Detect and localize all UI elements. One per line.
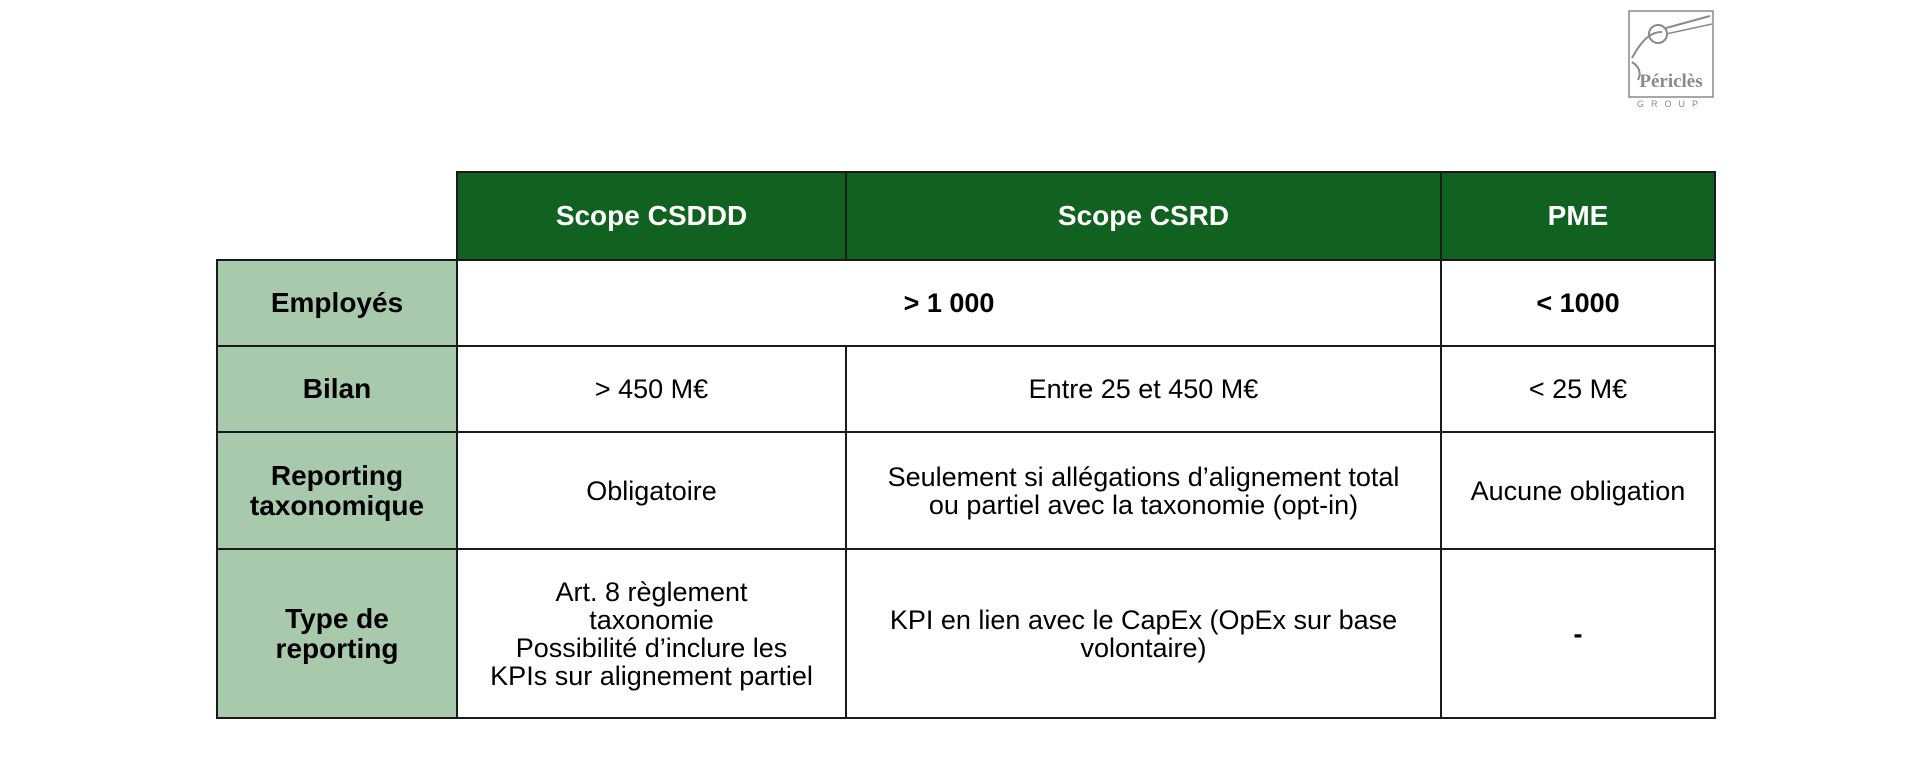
cell-bilan-csrd: Entre 25 et 450 M€: [846, 346, 1441, 432]
cell-line: KPIs sur alignement partiel: [490, 660, 813, 691]
cell-employes-large: > 1 000: [457, 260, 1441, 346]
column-header-pme: PME: [1441, 172, 1715, 260]
pericles-logo-mark: [1628, 10, 1716, 110]
table-row-bilan: [217, 346, 1715, 432]
header-row: [217, 172, 1715, 260]
cell-line: ou partiel avec la taxonomie (opt-in): [928, 489, 1359, 520]
row-header-employes: Employés: [217, 260, 457, 346]
cell-type-reporting-csrd: [846, 549, 1441, 718]
scope-comparison-table: [216, 171, 1716, 719]
row-header-bilan: Bilan: [217, 346, 457, 432]
cell-employes-pme: < 1000: [1441, 260, 1715, 346]
row-header-line: reporting: [275, 632, 399, 664]
cell-line: Possibilité d’inclure les: [515, 632, 788, 663]
row-header-reporting-taxonomique: [217, 432, 457, 549]
cell-bilan-pme: < 25 M€: [1441, 346, 1715, 432]
table-row-employes: [217, 260, 1715, 346]
cell-line: Seulement si allégations d’alignement total: [887, 461, 1400, 492]
cell-line: volontaire): [1080, 632, 1207, 663]
cell-line: taxonomie: [589, 604, 714, 635]
cell-type-reporting-csddd: [457, 549, 846, 718]
table-row-type-reporting: [217, 549, 1715, 718]
cell-type-reporting-pme: -: [1441, 549, 1715, 718]
logo-name: Périclès: [1639, 71, 1703, 92]
table-row-reporting-taxonomique: [217, 432, 1715, 549]
column-header-csrd: Scope CSRD: [846, 172, 1441, 260]
table-corner: [217, 172, 457, 260]
cell-line: KPI en lien avec le CapEx (OpEx sur base: [889, 604, 1398, 635]
cell-bilan-csddd: > 450 M€: [457, 346, 846, 432]
cell-reporting-pme: Aucune obligation: [1441, 432, 1715, 549]
cell-line: Art. 8 règlement: [555, 576, 748, 607]
row-header-line: Reporting: [270, 459, 404, 491]
row-header-line: Type de: [285, 602, 389, 634]
logo-subtitle: GROUP: [1636, 99, 1706, 109]
cell-reporting-csrd: [846, 432, 1441, 549]
column-header-csddd: Scope CSDDD: [457, 172, 846, 260]
pericles-logo: [1628, 10, 1716, 110]
row-header-line: taxonomique: [249, 489, 425, 521]
row-header-type-reporting: [217, 549, 457, 718]
cell-reporting-csddd: Obligatoire: [457, 432, 846, 549]
